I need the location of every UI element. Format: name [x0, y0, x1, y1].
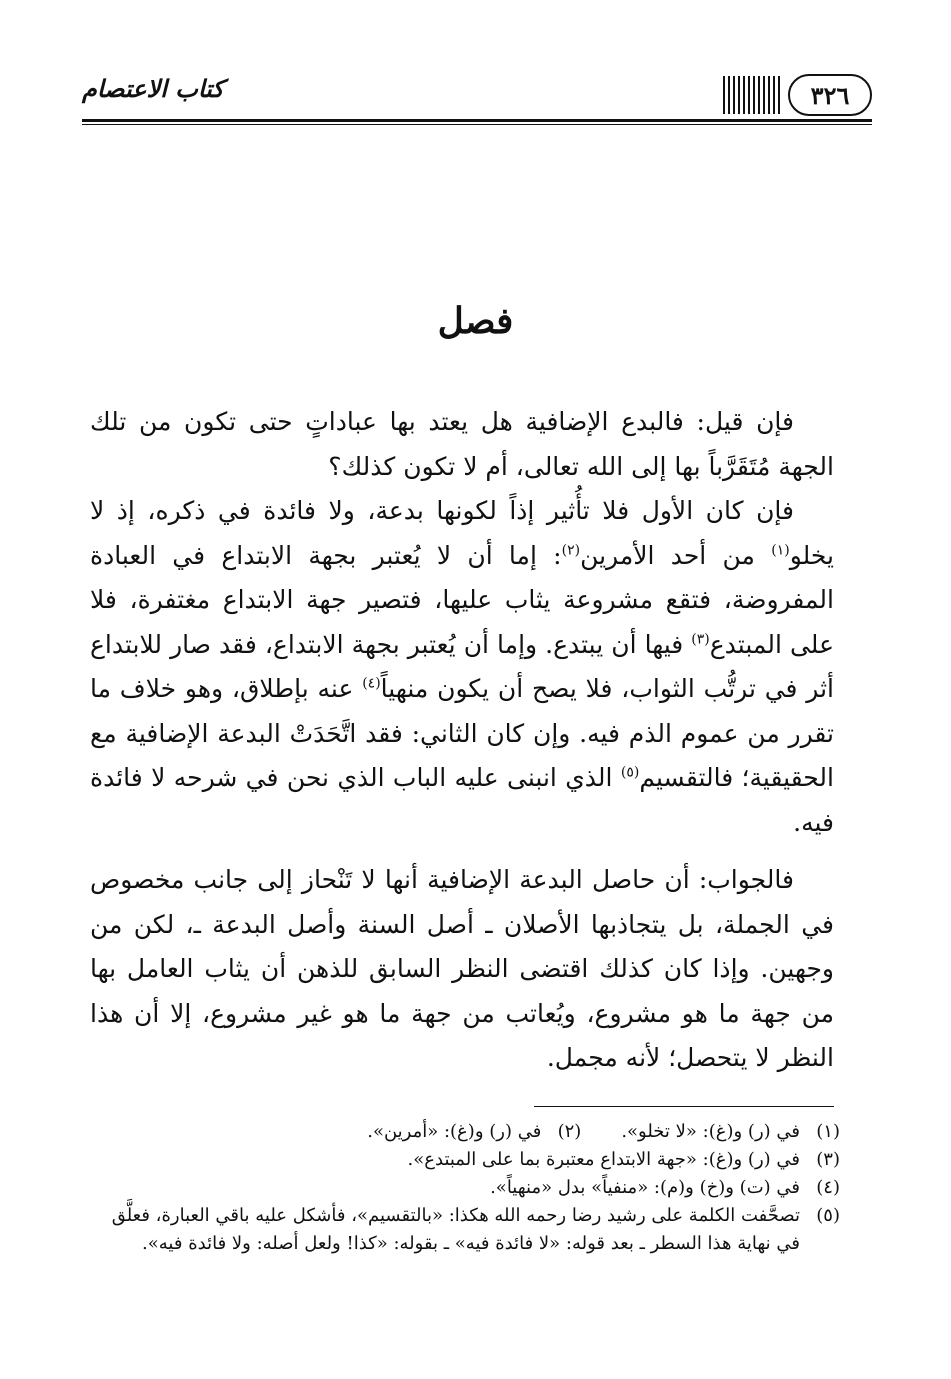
- footnote-item: [90, 1146, 840, 1174]
- footnote-item: [367, 1118, 581, 1146]
- paragraph-question: فإن قيل: فالبدع الإضافية هل يعتد بها عباداتٍ حتى تكون من تلك الجهة مُتَقَرَّباً بها إلى الله تعالى، أم لا تكون كذلك؟: [90, 407, 834, 481]
- footnote-item: [90, 1174, 840, 1202]
- footnote-ref[interactable]: (١): [771, 542, 790, 559]
- footnote-item: [90, 1202, 840, 1258]
- footnote-text: في (ر) و(غ): «جهة الابتداع معتبرة بما على المبتدع».: [407, 1149, 800, 1170]
- page-header: [82, 64, 872, 124]
- header-rule-thin: [82, 124, 872, 125]
- footnote-item: [621, 1118, 840, 1146]
- footnote-ref[interactable]: (٢): [561, 542, 581, 559]
- section-title: فصل: [437, 300, 514, 342]
- footnote-text: في (ت) و(خ) و(م): «منفياً» بدل «منهياً».: [490, 1177, 800, 1198]
- paragraph-answer: فالجواب: أن حاصل البدعة الإضافية أنها لا تَنْحاز إلى جانب مخصوص في الجملة، بل يتجاذبها الأصلان ـ أصل السنة وأصل البدعة ـ، لكن من وجهين. وإذا كان كذلك اقتضى النظر السابق للذهن أن يثاب العامل بها من جهة ما هو مشروع، ويُعاتب من جهة ما هو غير مشروع، إلا أن هذا النظر لا يتحصل؛ لأنه مجمل.: [90, 865, 834, 1072]
- footnote-ref[interactable]: (٣): [691, 631, 710, 648]
- footnote-row: [90, 1118, 840, 1146]
- text-run: فيها أن يبتدع. وإما أن يُعتبر بجهة الابتداع، فقد صار للابتداع أثر في ترتُّب الثواب، فلا يصح أن يكون منهياً: [90, 629, 835, 703]
- footnote-number: (٣): [816, 1149, 840, 1170]
- page-number: ٣٢٦: [788, 74, 872, 116]
- footnote-number: (٤): [816, 1177, 840, 1198]
- footnote-number: (٥): [816, 1205, 840, 1226]
- footnotes: [90, 1118, 840, 1258]
- footnote-text: تصحَّفت الكلمة على رشيد رضا رحمه الله هكذا: «بالتقسيم»، فأشكل عليه باقي العبارة، فعلَّق في نهاية هذا السطر ـ بعد قوله: «لا فائدة فيه» ـ بقوله: «كذا! ولعل أصله: ولا فائدة فيه».: [111, 1205, 800, 1254]
- header-ornament: [722, 76, 780, 114]
- header-rule: [82, 119, 872, 122]
- text-run: فإن كان الأول فلا تأُثير إذاً لكونها بدعة، ولا فائدة في ذكره، إذ لا يخلو: [90, 496, 834, 570]
- footnote-text: في (ر) و(غ): «لا تخلو».: [621, 1121, 800, 1142]
- text-run: الذي انبنى عليه الباب الذي نحن في شرحه لا فائدة فيه.: [90, 763, 834, 837]
- text-run: من أحد الأمرين: [580, 540, 772, 570]
- book-title: كتاب الاعتصام: [82, 74, 224, 103]
- footnote-number: (١): [816, 1121, 840, 1142]
- footnote-ref[interactable]: (٥): [620, 764, 640, 781]
- text-run: عنه بإطلاق، وهو خلاف ما تقرر من عموم الذم فيه. وإن كان الثاني: فقد اتَّحَدَتْ البدعة الإضافية مع الحقيقية؛ فالتقسيم: [90, 674, 834, 792]
- body-text: [90, 400, 834, 1081]
- footnote-ref[interactable]: (٤): [362, 675, 381, 692]
- page-number-badge: [782, 74, 872, 118]
- footnote-number: (٢): [557, 1121, 582, 1142]
- text-run: : إما أن لا يُعتبر بجهة الابتداع في العبادة المفروضة، فتقع مشروعة يثاب عليها، فتصير جهة الابتداع مغتفرة، فلا على المبتدع: [90, 540, 834, 659]
- footnote-text: في (ر) و(غ): «أمرين».: [367, 1121, 542, 1142]
- paragraph-objection: [90, 489, 834, 845]
- footnote-separator: [534, 1106, 834, 1107]
